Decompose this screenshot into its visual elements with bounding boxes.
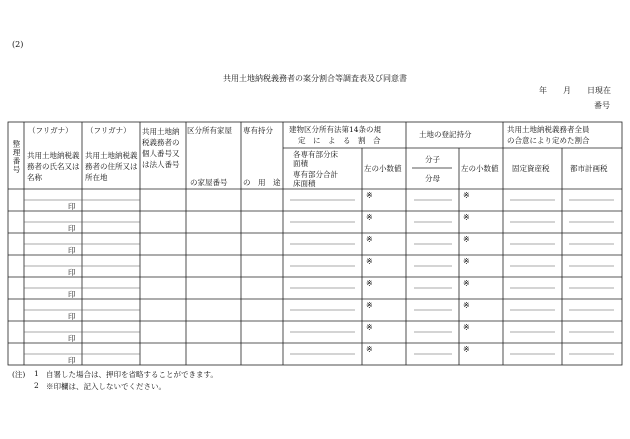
header-denominator: 分母 <box>425 174 440 183</box>
form-number: (2) <box>12 40 24 49</box>
document-title: 共用土地納税義務者の案分割合等調査表及び同意書 <box>223 74 407 83</box>
reserved-mark: ※ <box>366 213 373 222</box>
header-share-bottom: の 用 途 <box>243 178 281 187</box>
reserved-mark: ※ <box>366 279 373 288</box>
reserved-mark: ※ <box>366 191 373 200</box>
seal-mark: 印 <box>68 202 76 211</box>
header-agreed-1: 共用土地納税義務者全員 <box>507 125 590 134</box>
header-numerator: 分子 <box>425 155 440 164</box>
header-id-number: 共用土地納税義務者の個人番号又は法人番号 <box>142 127 180 169</box>
reserved-mark: ※ <box>463 257 470 266</box>
reserved-mark: ※ <box>463 235 470 244</box>
reserved-mark: ※ <box>463 191 470 200</box>
header-area-denom-1: 専有部分合計 <box>293 170 338 179</box>
header-decimal-2: 左の小数値 <box>461 164 499 173</box>
reserved-mark: ※ <box>366 235 373 244</box>
note-2-text: ※印欄は、記入しないでください。 <box>46 382 166 391</box>
notes-label: (注) <box>12 370 26 379</box>
number-label: 番号 <box>594 101 610 110</box>
header-decimal-1: 左の小数値 <box>364 164 402 173</box>
note-1-number: 1 <box>34 369 39 378</box>
header-furigana-name: （フリガナ） <box>28 126 73 135</box>
header-fixed-tax: 固定資産税 <box>512 164 550 173</box>
header-area-numer-1: 各専有部分床 <box>293 150 338 159</box>
header-share-top: 専有持分 <box>243 126 273 135</box>
header-ratio-group-1: 建物区分所有法第14条の規 <box>289 125 382 134</box>
reserved-mark: ※ <box>463 279 470 288</box>
header-unit-bottom: の家屋番号 <box>190 178 228 187</box>
seal-mark: 印 <box>68 334 76 343</box>
seal-mark: 印 <box>68 290 76 299</box>
header-area-denom-2: 床面積 <box>293 179 316 188</box>
header-city-tax: 都市計画税 <box>570 164 608 173</box>
reserved-mark: ※ <box>463 301 470 310</box>
header-registry-group: 土地の登記持分 <box>419 130 472 139</box>
seal-mark: 印 <box>68 312 76 321</box>
reserved-mark: ※ <box>366 323 373 332</box>
reserved-mark: ※ <box>366 301 373 310</box>
reserved-mark: ※ <box>366 345 373 354</box>
header-address: 共用土地納税義務者の住所又は所在地 <box>85 151 138 182</box>
reserved-mark: ※ <box>366 257 373 266</box>
seal-mark: 印 <box>68 224 76 233</box>
seal-mark: 印 <box>68 268 76 277</box>
header-serial: 整理番号 <box>12 140 21 174</box>
reserved-mark: ※ <box>463 345 470 354</box>
seal-mark: 印 <box>68 246 76 255</box>
header-unit-top: 区分所有家屋 <box>187 126 232 135</box>
header-ratio-group-2: 定 に よ る 割 合 <box>298 136 381 145</box>
reserved-mark: ※ <box>463 213 470 222</box>
note-1-text: 自署した場合は、押印を省略することができます。 <box>46 370 218 379</box>
seal-mark: 印 <box>68 356 76 365</box>
header-name: 共用土地納税義務者の氏名又は名称 <box>27 151 80 182</box>
header-furigana-address: （フリガナ） <box>86 126 131 135</box>
header-area-numer-2: 面積 <box>293 159 308 168</box>
date-line: 年 月 日現在 <box>539 86 611 95</box>
reserved-mark: ※ <box>463 323 470 332</box>
header-agreed-2: の合意により定めた割合 <box>507 136 590 145</box>
note-2-number: 2 <box>34 381 39 390</box>
